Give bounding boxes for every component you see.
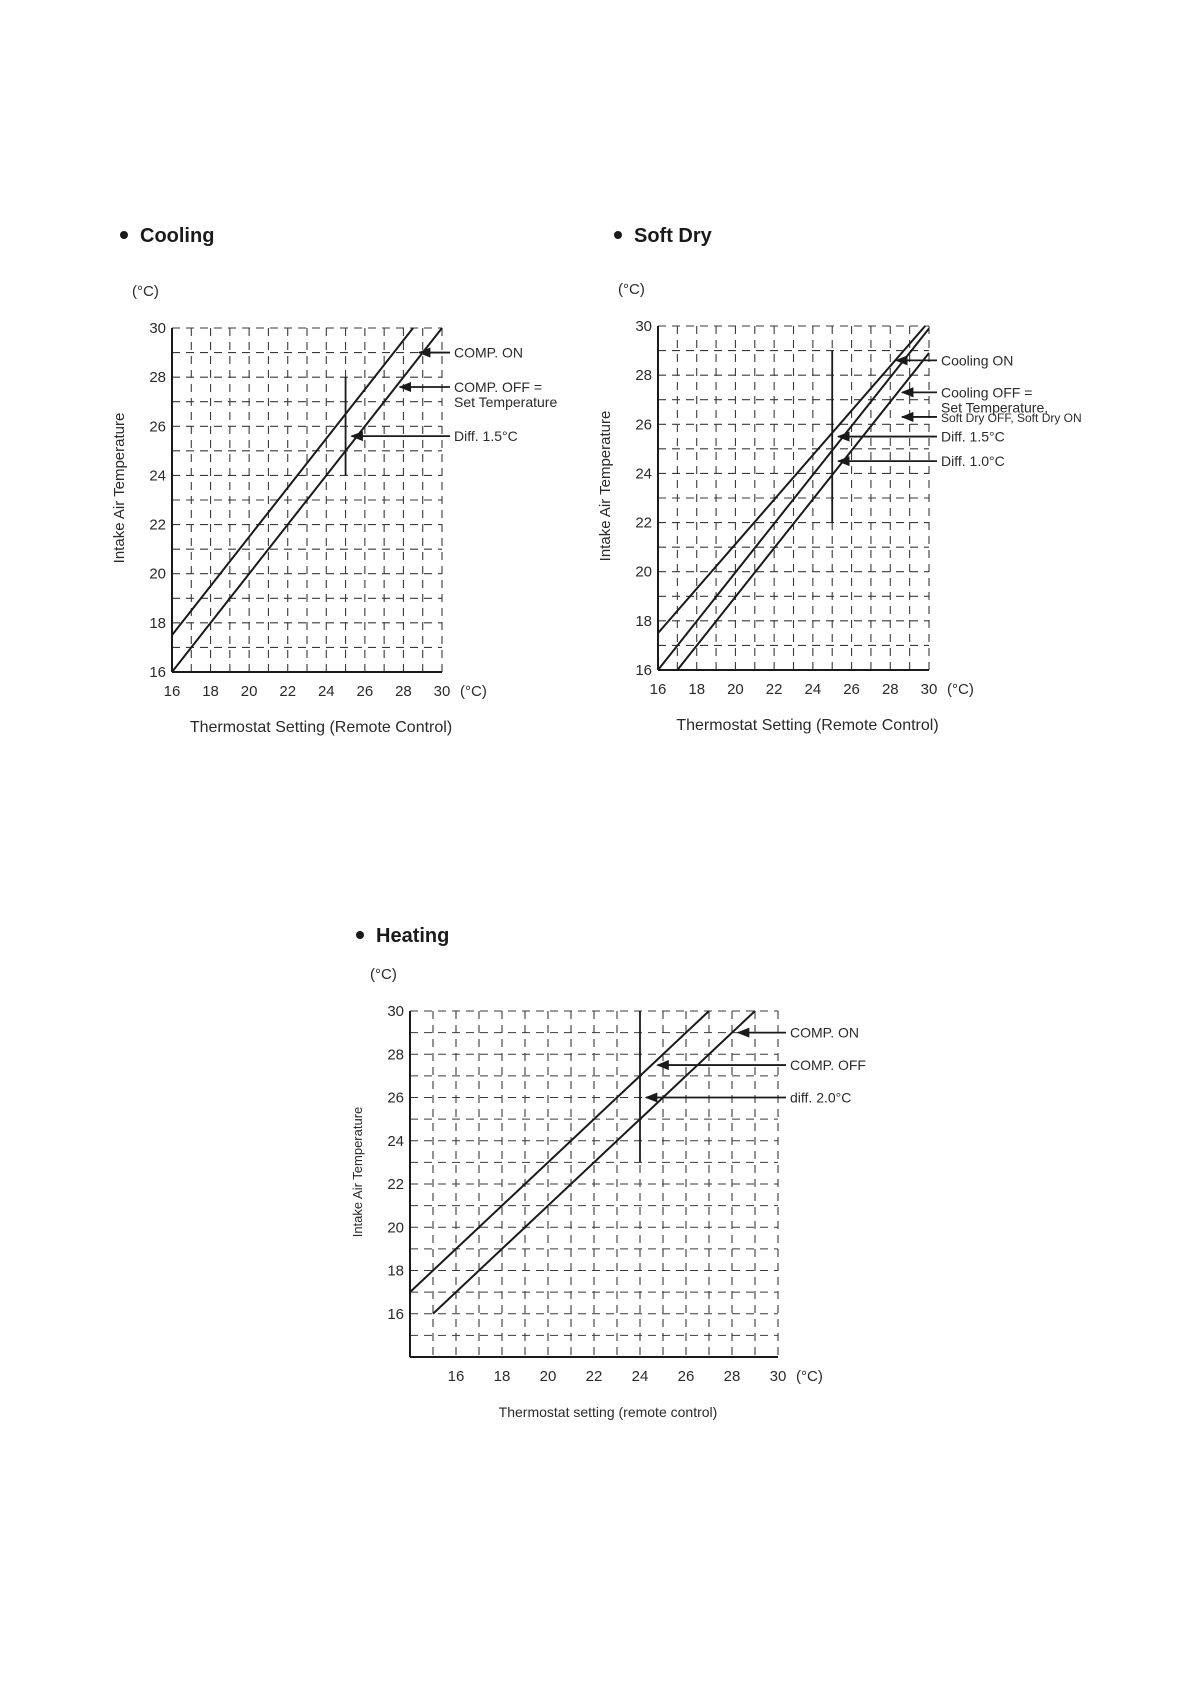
- x-tick-label: 22: [279, 683, 297, 700]
- series-line: [677, 353, 929, 670]
- annotation-label: Soft Dry OFF, Soft Dry ON: [941, 410, 1082, 425]
- y-tick-label: 16: [149, 664, 166, 681]
- annotation-label: COMP. ON: [790, 1024, 859, 1041]
- y-tick-label: 22: [149, 516, 166, 534]
- annotation-label: COMP. ON: [454, 344, 523, 361]
- x-tick-label: 24: [631, 1368, 649, 1385]
- annotation-label: Cooling OFF =: [941, 384, 1033, 401]
- annotation-label: COMP. OFF =: [454, 378, 543, 395]
- annotation-label: COMP. OFF: [790, 1057, 866, 1074]
- series-line: [410, 1011, 709, 1292]
- x-unit-label: (°C): [796, 1368, 823, 1385]
- annotation-label: Diff. 1.5°C: [454, 428, 518, 445]
- x-tick-label: 18: [493, 1368, 511, 1385]
- annotation-label: Set Temperature,: [941, 399, 1049, 416]
- x-tick-label: 26: [677, 1368, 695, 1385]
- heating-chart: [350, 966, 866, 1420]
- y-unit-label: (°C): [618, 281, 645, 298]
- y-tick-label: 26: [149, 418, 166, 436]
- x-tick-label: 28: [395, 683, 412, 700]
- y-tick-label: 24: [387, 1132, 404, 1150]
- x-tick-label: 16: [163, 683, 181, 700]
- y-tick-label: 26: [635, 416, 652, 434]
- y-tick-label: 18: [387, 1262, 404, 1280]
- y-axis-title: Intake Air Temperature: [350, 1106, 365, 1238]
- x-tick-label: 30: [769, 1368, 787, 1385]
- y-tick-label: 24: [635, 465, 652, 483]
- series-line: [658, 326, 925, 633]
- x-tick-label: 24: [804, 681, 822, 698]
- x-tick-label: 20: [240, 683, 258, 700]
- x-tick-label: 20: [539, 1368, 557, 1385]
- y-tick-label: 18: [635, 612, 652, 630]
- cooling-chart: [111, 283, 557, 736]
- x-tick-label: 24: [317, 683, 335, 700]
- annotation-label: Set Temperature: [454, 393, 558, 410]
- y-tick-label: 16: [635, 662, 652, 679]
- y-tick-label: 30: [387, 1003, 404, 1020]
- heating-title-text: Heating: [376, 925, 450, 947]
- x-axis-title: Thermostat setting (remote control): [498, 1404, 718, 1420]
- x-tick-label: 26: [843, 681, 860, 698]
- annotation-label: diff. 2.0°C: [790, 1089, 852, 1106]
- x-axis-title: Thermostat Setting (Remote Control): [189, 719, 453, 736]
- y-unit-label: (°C): [370, 966, 397, 983]
- y-unit-label: (°C): [132, 283, 159, 300]
- x-unit-label: (°C): [460, 683, 487, 700]
- soft-dry-title-text: Soft Dry: [634, 225, 712, 247]
- x-tick-label: 16: [447, 1368, 465, 1385]
- y-tick-label: 20: [149, 565, 166, 583]
- series-line: [172, 328, 413, 635]
- x-tick-label: 26: [356, 683, 374, 700]
- x-tick-label: 18: [688, 681, 706, 698]
- x-tick-label: 22: [585, 1368, 603, 1385]
- y-axis-title: Intake Air Temperature: [111, 412, 128, 564]
- x-tick-label: 16: [649, 681, 667, 698]
- soft-dry-chart: [597, 281, 1082, 734]
- y-tick-label: 20: [635, 563, 652, 581]
- y-tick-label: 26: [387, 1089, 404, 1107]
- annotation-label: Diff. 1.5°C: [941, 428, 1005, 445]
- x-tick-label: 30: [920, 681, 938, 698]
- y-tick-label: 22: [635, 514, 652, 532]
- y-tick-label: 16: [387, 1305, 404, 1323]
- y-tick-label: 28: [149, 369, 166, 387]
- y-tick-label: 30: [149, 320, 166, 337]
- x-tick-label: 28: [723, 1368, 741, 1385]
- annotation-label: Diff. 1.0°C: [941, 453, 1005, 470]
- y-tick-label: 28: [635, 367, 652, 385]
- y-tick-label: 20: [387, 1219, 404, 1237]
- annotation-label: Cooling ON: [941, 352, 1014, 369]
- x-axis-title: Thermostat Setting (Remote Control): [676, 717, 939, 734]
- x-tick-label: 30: [433, 683, 451, 700]
- series-line: [658, 328, 929, 670]
- y-tick-label: 30: [635, 318, 652, 335]
- cooling-title-text: Cooling: [140, 225, 215, 247]
- x-tick-label: 18: [202, 683, 219, 700]
- y-tick-label: 28: [387, 1046, 404, 1064]
- y-tick-label: 24: [149, 467, 166, 485]
- x-tick-label: 20: [727, 681, 744, 698]
- x-tick-label: 22: [765, 681, 783, 698]
- x-tick-label: 28: [881, 681, 899, 698]
- x-unit-label: (°C): [947, 681, 974, 698]
- y-tick-label: 22: [387, 1176, 404, 1193]
- y-tick-label: 18: [149, 614, 166, 632]
- y-axis-title: Intake Air Temperature: [597, 410, 614, 562]
